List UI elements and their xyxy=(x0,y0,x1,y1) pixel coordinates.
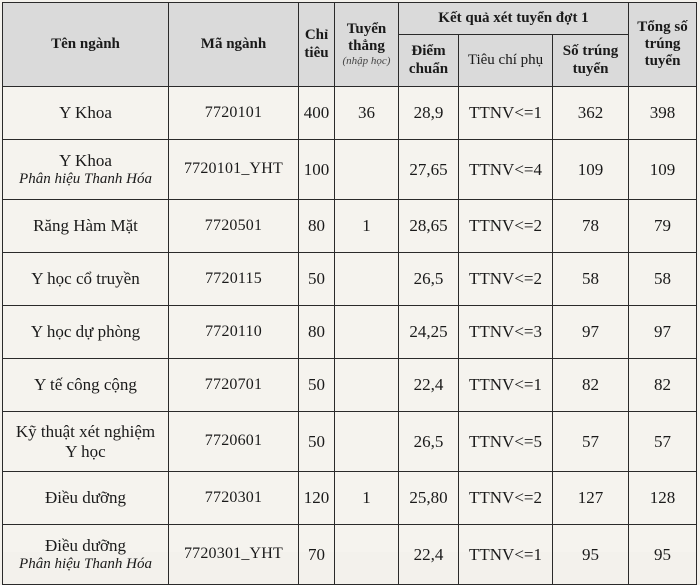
cell-total: 109 xyxy=(629,140,697,200)
cell-score: 27,65 xyxy=(399,140,459,200)
header-tieu-chi-phu: Tiêu chí phụ xyxy=(459,35,553,87)
cell-name-sub: Phân hiệu Thanh Hóa xyxy=(19,555,152,572)
table-row xyxy=(3,200,697,253)
cell-quota: 50 xyxy=(299,253,335,306)
header-tuyen-thang-note: (nhập học) xyxy=(342,55,391,68)
cell-code: 7720701 xyxy=(169,359,299,412)
table-row xyxy=(3,412,697,472)
cell-name-main: Điều dưỡng xyxy=(45,536,126,556)
cell-name: Y tế công cộng xyxy=(3,359,169,412)
cell-name: Điều dưỡng xyxy=(3,472,169,525)
cell-total: 97 xyxy=(629,306,697,359)
cell-score: 22,4 xyxy=(399,359,459,412)
cell-direct: 1 xyxy=(335,472,399,525)
admission-results-table xyxy=(2,2,697,585)
cell-score: 25,80 xyxy=(399,472,459,525)
cell-quota: 120 xyxy=(299,472,335,525)
cell-quota: 70 xyxy=(299,525,335,585)
cell-total: 58 xyxy=(629,253,697,306)
cell-name-sub: Phân hiệu Thanh Hóa xyxy=(19,170,152,187)
table-row xyxy=(3,306,697,359)
table-row xyxy=(3,140,697,200)
cell-admitted: 58 xyxy=(553,253,629,306)
cell-code: 7720301_YHT xyxy=(169,525,299,585)
cell-admitted: 362 xyxy=(553,87,629,140)
header-diem-chuan: Điểm chuẩn xyxy=(399,35,459,87)
cell-name: Y Khoa xyxy=(3,87,169,140)
cell-total: 79 xyxy=(629,200,697,253)
cell-criteria: TTNV<=3 xyxy=(459,306,553,359)
table-row xyxy=(3,525,697,585)
cell-code: 7720501 xyxy=(169,200,299,253)
cell-name: Y học cổ truyền xyxy=(3,253,169,306)
cell-total: 82 xyxy=(629,359,697,412)
cell-admitted: 109 xyxy=(553,140,629,200)
cell-total: 128 xyxy=(629,472,697,525)
header-ten-nganh: Tên ngành xyxy=(3,3,169,87)
header-ket-qua-group: Kết quả xét tuyển đợt 1 xyxy=(399,3,629,35)
cell-direct: 1 xyxy=(335,200,399,253)
cell-name-line2: Y học xyxy=(65,441,106,461)
table-row xyxy=(3,253,697,306)
table-row xyxy=(3,87,697,140)
cell-score: 28,9 xyxy=(399,87,459,140)
cell-score: 26,5 xyxy=(399,412,459,472)
cell-name: Y học dự phòng xyxy=(3,306,169,359)
cell-name-main: Y Khoa xyxy=(59,151,112,171)
cell-quota: 100 xyxy=(299,140,335,200)
cell-criteria: TTNV<=1 xyxy=(459,87,553,140)
cell-direct xyxy=(335,140,399,200)
cell-name xyxy=(3,140,169,200)
header-ma-nganh: Mã ngành xyxy=(169,3,299,87)
cell-code: 7720110 xyxy=(169,306,299,359)
cell-criteria: TTNV<=2 xyxy=(459,200,553,253)
header-tuyen-thang-label: Tuyển thẳng xyxy=(346,20,387,54)
cell-code: 7720601 xyxy=(169,412,299,472)
cell-score: 28,65 xyxy=(399,200,459,253)
cell-admitted: 57 xyxy=(553,412,629,472)
cell-total: 57 xyxy=(629,412,697,472)
cell-quota: 80 xyxy=(299,306,335,359)
cell-direct xyxy=(335,359,399,412)
header-tong-so: Tổng số trúng tuyển xyxy=(629,3,697,87)
cell-admitted: 95 xyxy=(553,525,629,585)
cell-direct xyxy=(335,253,399,306)
cell-admitted: 127 xyxy=(553,472,629,525)
cell-direct xyxy=(335,306,399,359)
cell-code: 7720101 xyxy=(169,87,299,140)
cell-total: 398 xyxy=(629,87,697,140)
cell-name xyxy=(3,412,169,472)
cell-score: 22,4 xyxy=(399,525,459,585)
cell-criteria: TTNV<=1 xyxy=(459,525,553,585)
cell-code: 7720101_YHT xyxy=(169,140,299,200)
cell-name-main: Kỹ thuật xét nghiệm xyxy=(15,421,156,441)
header-tuyen-thang xyxy=(335,3,399,87)
cell-admitted: 97 xyxy=(553,306,629,359)
cell-admitted: 78 xyxy=(553,200,629,253)
table-row xyxy=(3,359,697,412)
cell-criteria: TTNV<=2 xyxy=(459,472,553,525)
cell-quota: 80 xyxy=(299,200,335,253)
document-sheet xyxy=(2,2,696,572)
cell-score: 26,5 xyxy=(399,253,459,306)
cell-quota: 50 xyxy=(299,412,335,472)
cell-total: 95 xyxy=(629,525,697,585)
cell-direct xyxy=(335,525,399,585)
cell-name xyxy=(3,525,169,585)
cell-admitted: 82 xyxy=(553,359,629,412)
cell-name: Răng Hàm Mặt xyxy=(3,200,169,253)
cell-code: 7720301 xyxy=(169,472,299,525)
header-so-trung-tuyen: Số trúng tuyển xyxy=(553,35,629,87)
cell-quota: 400 xyxy=(299,87,335,140)
cell-criteria: TTNV<=2 xyxy=(459,253,553,306)
table-row xyxy=(3,472,697,525)
cell-criteria: TTNV<=5 xyxy=(459,412,553,472)
cell-quota: 50 xyxy=(299,359,335,412)
cell-criteria: TTNV<=4 xyxy=(459,140,553,200)
header-chi-tieu: Chỉ tiêu xyxy=(299,3,335,87)
cell-criteria: TTNV<=1 xyxy=(459,359,553,412)
cell-direct xyxy=(335,412,399,472)
cell-score: 24,25 xyxy=(399,306,459,359)
cell-code: 7720115 xyxy=(169,253,299,306)
cell-direct: 36 xyxy=(335,87,399,140)
